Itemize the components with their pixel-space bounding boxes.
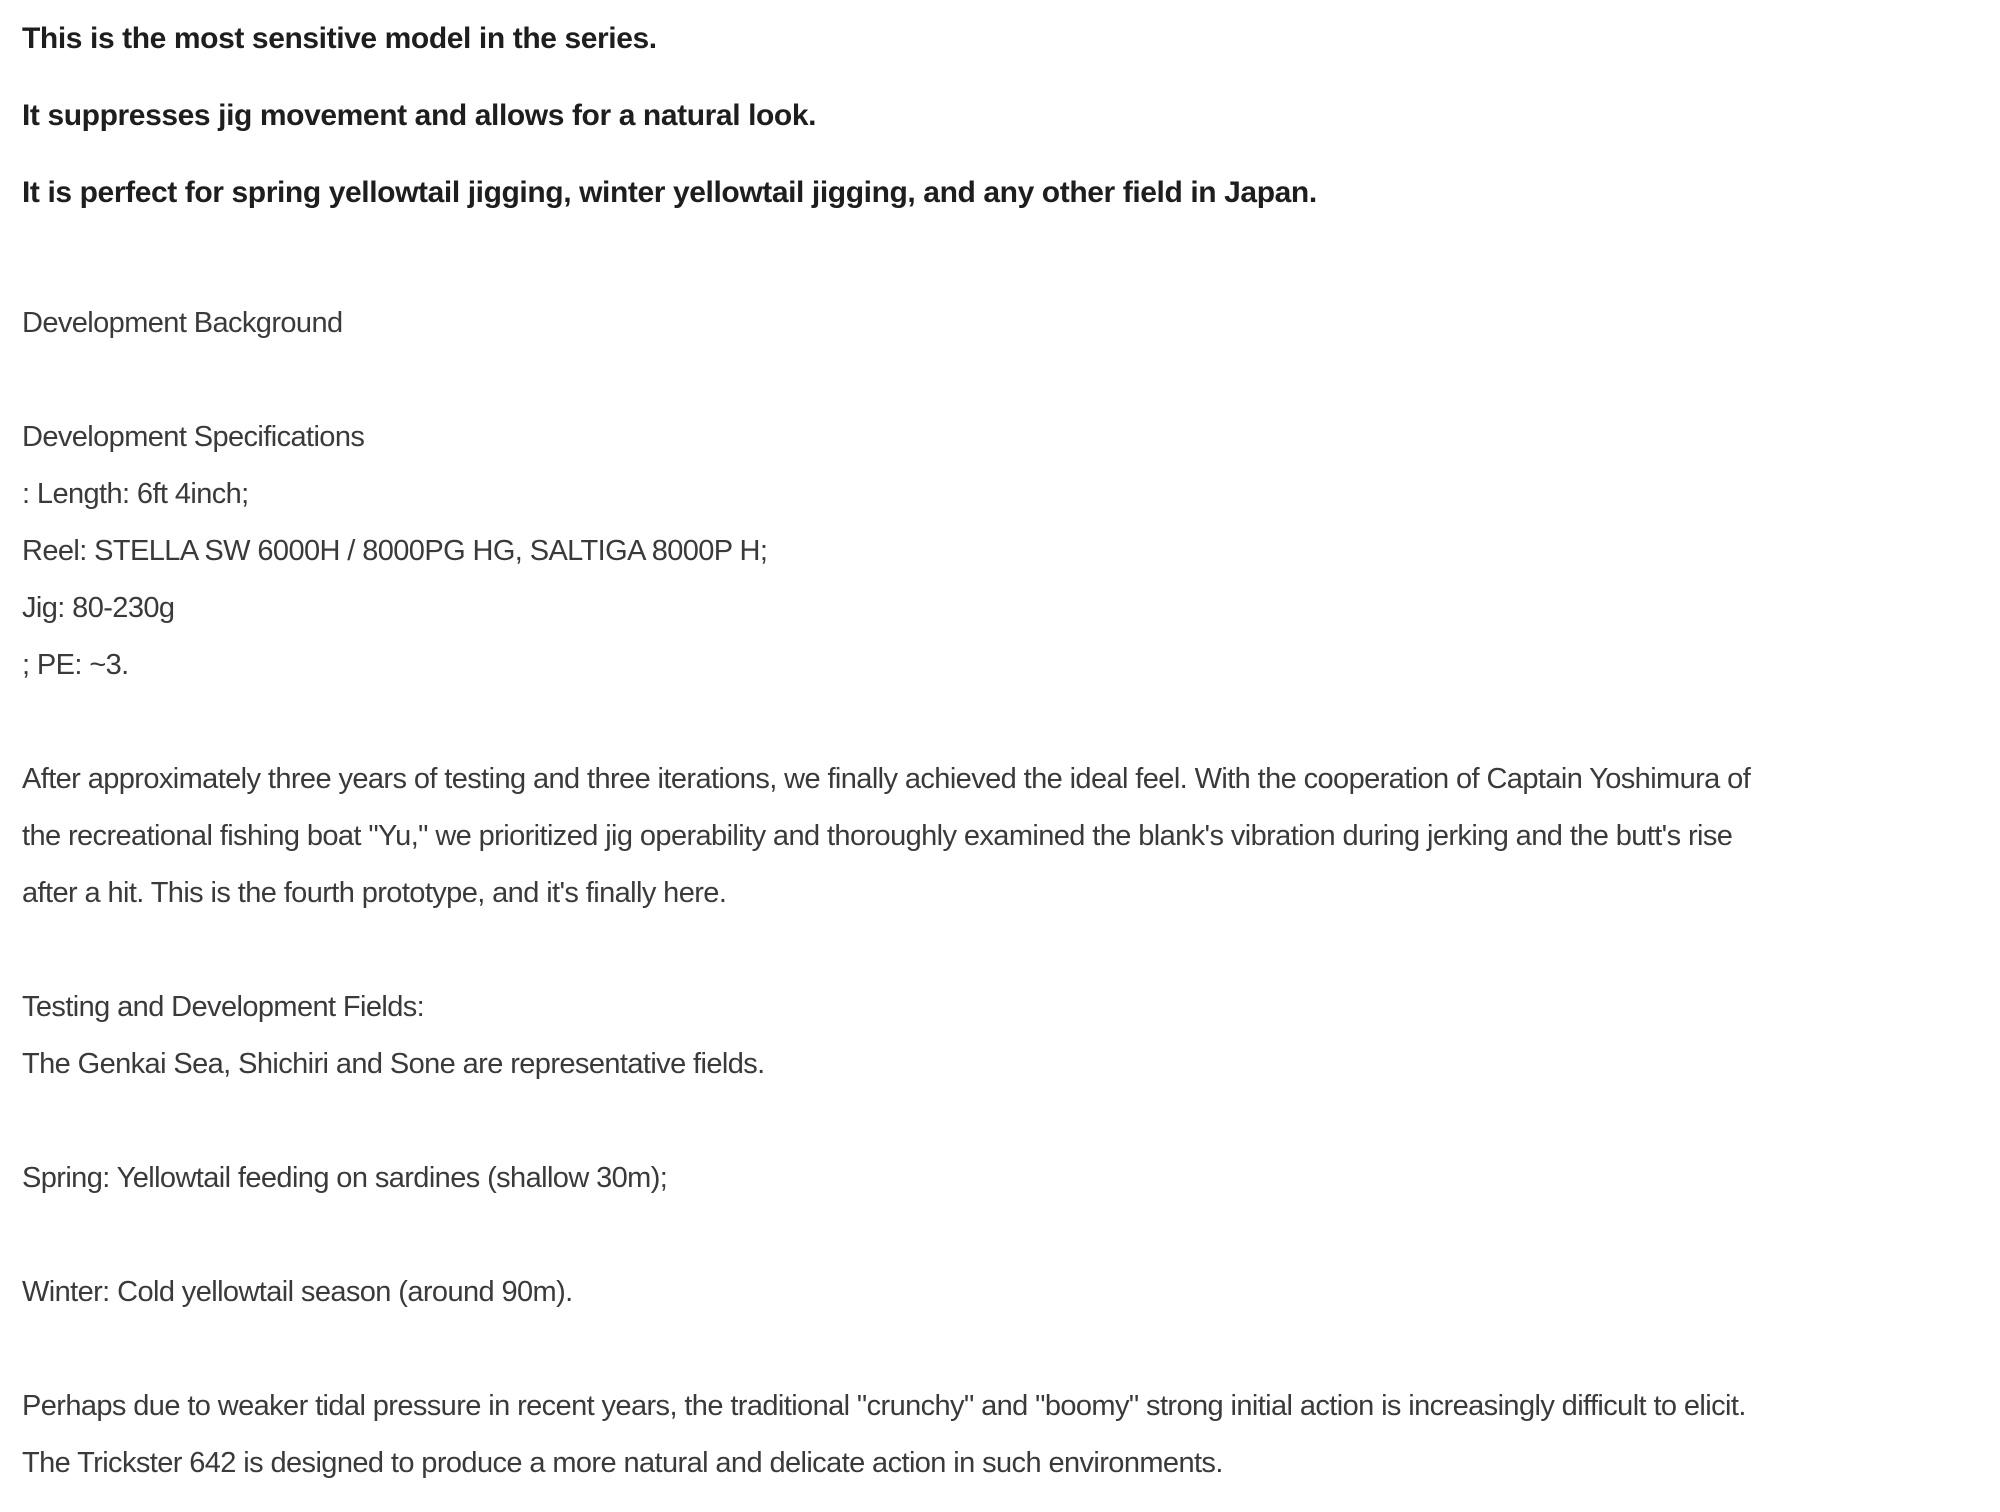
- text-line: Testing and Development Fields:: [22, 991, 425, 1023]
- text-line-length: : Length: 6ft 4inch;: [22, 478, 249, 510]
- text-line: Winter: Cold yellowtail season (around 90m).: [22, 1276, 573, 1308]
- text-line-reel: Reel: STELLA SW 6000H / 8000PG HG, SALTIGA 8000P H;: [22, 535, 768, 567]
- paragraph-trickster-642: [22, 1378, 1982, 1492]
- text-line: the recreational fishing boat "Yu," we prioritized jig operability and thoroughly examined the blank's vibration during jerking and the butt's rise: [22, 820, 1733, 852]
- paragraph-testing-history: [22, 751, 1982, 922]
- text-line: Development Specifications: [22, 421, 365, 453]
- intro-headlines: [22, 16, 1982, 216]
- text-line: Spring: Yellowtail feeding on sardines (shallow 30m);: [22, 1162, 668, 1194]
- text-line: Development Background: [22, 307, 343, 339]
- paragraph-winter: [22, 1264, 1982, 1321]
- text-line-pe: ; PE: ~3.: [22, 649, 129, 681]
- description-body: [22, 295, 1982, 1492]
- text-line: After approximately three years of testing and three iterations, we finally achieved the ideal feel. With the cooperation of Captain Yoshimura of: [22, 763, 1751, 795]
- text-line: Perhaps due to weaker tidal pressure in recent years, the traditional "crunchy" and "boomy" strong initial action is increasingly difficult to elicit.: [22, 1390, 1746, 1422]
- paragraph-spring: [22, 1150, 1982, 1207]
- text-line-jig: Jig: 80-230g: [22, 592, 175, 624]
- text-line: The Trickster 642 is designed to produce a more natural and delicate action in such environments.: [22, 1447, 1223, 1479]
- text-line: after a hit. This is the fourth prototype, and it's finally here.: [22, 877, 727, 909]
- headline-perfect-for: It is perfect for spring yellowtail jigging, winter yellowtail jigging, and any other field in Japan.: [22, 176, 1317, 209]
- headline-sensitive-model: This is the most sensitive model in the series.: [22, 22, 657, 55]
- paragraph-development-background: [22, 295, 1982, 352]
- text-line: The Genkai Sea, Shichiri and Sone are representative fields.: [22, 1048, 765, 1080]
- headline-jig-movement: It suppresses jig movement and allows for a natural look.: [22, 99, 817, 132]
- paragraph-testing-fields: [22, 979, 1982, 1093]
- paragraph-development-specifications: [22, 409, 1982, 694]
